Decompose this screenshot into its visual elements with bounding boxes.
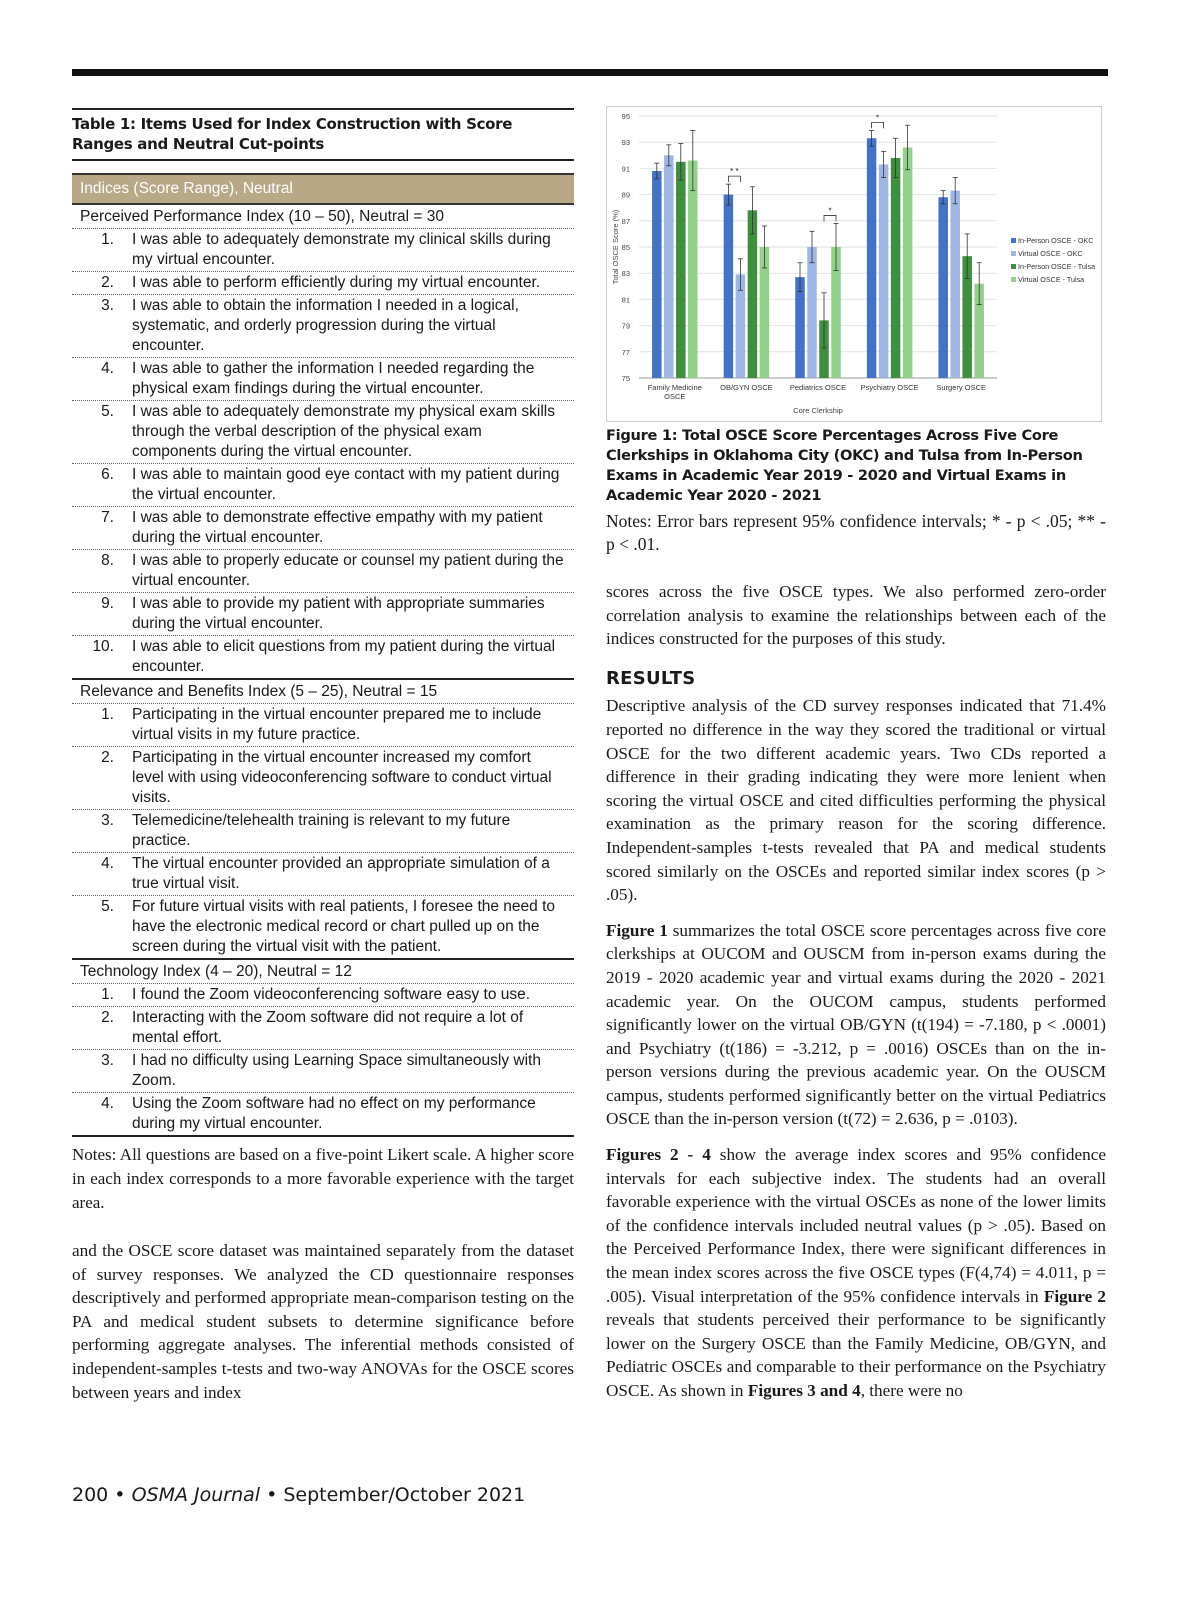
table-row xyxy=(72,295,574,358)
significance-bracket xyxy=(872,122,884,128)
table-notes: Notes: All questions are based on a five-point Likert scale. A higher score in each index corresponds to a more favorable experience with the target area. xyxy=(72,1145,574,1212)
item-number: 1. xyxy=(101,986,114,1003)
item-text: I was able to adequately demonstrate my physical exam skills through the verbal description of the physical exam components during the virtual encounter. xyxy=(132,403,556,460)
bar xyxy=(879,164,889,378)
figure-1-chart xyxy=(606,106,1102,422)
item-text: I was able to maintain good eye contact with my patient during the virtual encounter. xyxy=(132,466,560,503)
item-text: Telemedicine/telehealth training is relevant to my future practice. xyxy=(132,812,511,849)
table-row xyxy=(72,358,574,401)
item-number: 8. xyxy=(101,552,114,569)
item-number: 5. xyxy=(101,898,114,915)
index-title: Relevance and Benefits Index (5 – 25), Neutral = 15 xyxy=(72,680,574,704)
significance-bracket xyxy=(728,176,740,182)
table-row xyxy=(72,464,574,507)
table-body xyxy=(72,205,574,1137)
y-tick-label: 87 xyxy=(621,216,630,226)
item-text: The virtual encounter provided an appropriate simulation of a true virtual visit. xyxy=(132,855,550,892)
table-row xyxy=(72,550,574,593)
item-text: I found the Zoom videoconferencing software easy to use. xyxy=(132,986,531,1003)
item-number: 2. xyxy=(101,1009,114,1026)
significance-marker: * xyxy=(828,206,832,216)
item-number: 4. xyxy=(101,1095,114,1112)
table-row xyxy=(72,229,574,272)
item-text: Using the Zoom software had no effect on my performance during my virtual encounter. xyxy=(132,1095,536,1132)
left-body-text: and the OSCE score dataset was maintained separately from the dataset of survey responses. We analyzed the CD questionnaire responses descriptively and performed appropriate mean-comparison testing on the PA and medical student subsets to determine significance before performing aggregate analyses. The inferential methods consisted of independent-samples t-tests and two-way ANOVAs for the OSCE scores between years and index xyxy=(72,1241,574,1402)
x-axis-label: Core Clerkship xyxy=(793,406,843,415)
paragraph-methods-end: scores across the five OSCE types. We also performed zero-order correlation analysis to examine the relationships between each of the indices constructed for the purposes of this study. xyxy=(606,582,1106,649)
table-row xyxy=(72,1050,574,1093)
table-row xyxy=(72,593,574,636)
left-column xyxy=(72,108,574,1404)
paragraph-results-3-text-c: , there were no xyxy=(860,1381,963,1400)
table-row xyxy=(72,747,574,810)
item-text: I was able to properly educate or counsel my patient during the virtual encounter. xyxy=(132,552,564,589)
figure-2-ref: Figure 2 xyxy=(1043,1286,1106,1306)
x-tick-label: Pediatrics OSCE xyxy=(789,383,847,392)
item-text: I was able to gather the information I needed regarding the physical exam findings during the virtual encounter. xyxy=(132,360,535,397)
page-footer xyxy=(72,1484,525,1506)
bar xyxy=(795,277,805,378)
table-row xyxy=(72,1093,574,1137)
item-number: 7. xyxy=(101,509,114,526)
bar xyxy=(688,161,698,378)
table-row xyxy=(72,984,574,1007)
item-text: I had no difficulty using Learning Space simultaneously with Zoom. xyxy=(132,1052,541,1089)
top-rule xyxy=(72,69,1108,76)
legend-swatch xyxy=(1011,277,1016,282)
legend-swatch xyxy=(1011,264,1016,269)
table-row xyxy=(72,704,574,747)
legend-entry: Virtual OSCE - OKC xyxy=(1018,249,1083,258)
bar xyxy=(748,210,758,378)
paragraph-results-2 xyxy=(606,919,1106,1131)
item-number: 5. xyxy=(101,403,114,420)
table-row xyxy=(72,272,574,295)
item-text: I was able to demonstrate effective empathy with my patient during the virtual encounter. xyxy=(132,509,543,546)
y-tick-label: 75 xyxy=(621,374,630,383)
legend-swatch xyxy=(1011,238,1016,243)
item-number: 10. xyxy=(92,638,114,655)
journal-name: OSMA Journal xyxy=(131,1484,261,1506)
bar xyxy=(807,247,817,378)
item-text: Participating in the virtual encounter increased my comfort level with using videoconferencing software to conduct virtual visits. xyxy=(132,749,552,806)
chart-svg xyxy=(607,107,1100,420)
figure-caption: Figure 1: Total OSCE Score Percentages Across Five Core Clerkships in Oklahoma City (OKC) and Tulsa from In-Person Exams in Academic Year 2019 - 2020 and Virtual Exams in Academic Year 2020 - 2021 xyxy=(606,427,1083,504)
item-number: 4. xyxy=(101,855,114,872)
right-body xyxy=(606,580,1106,1403)
x-tick-label: Surgery OSCE xyxy=(936,383,987,392)
item-number: 3. xyxy=(101,812,114,829)
item-number: 6. xyxy=(101,466,114,483)
y-tick-label: 89 xyxy=(621,190,630,200)
bar xyxy=(891,158,901,378)
table-header: Indices (Score Range), Neutral xyxy=(72,173,574,205)
item-text: I was able to adequately demonstrate my clinical skills during my virtual encounter. xyxy=(132,231,551,268)
bar xyxy=(676,162,686,378)
table-row xyxy=(72,853,574,896)
results-heading: RESULTS xyxy=(606,667,696,689)
bar xyxy=(903,147,913,378)
y-tick-label: 91 xyxy=(621,164,630,174)
bar xyxy=(950,191,960,378)
y-tick-label: 83 xyxy=(621,269,630,279)
item-number: 2. xyxy=(101,274,114,291)
legend-entry: Virtual OSCE - Tulsa xyxy=(1018,275,1085,284)
index-title: Perceived Performance Index (10 – 50), Neutral = 30 xyxy=(72,205,574,229)
table-row xyxy=(72,401,574,464)
page-number: 200 xyxy=(72,1484,109,1506)
item-text: For future virtual visits with real patients, I foresee the need to have the electronic medical record or chart pulled up on the screen during the virtual visit with the patient. xyxy=(132,898,556,955)
item-number: 3. xyxy=(101,297,114,314)
y-tick-label: 81 xyxy=(621,295,630,305)
paragraph-results-2-text: summarizes the total OSCE score percentages across five core clerkships at OUCOM and OUSCM from in-person exams during the 2019 - 2020 academic year and virtual exams during the 2020 - 2021 academic year. On the OUCOM campus, students performed significantly lower on the virtual OB/GYN (t(194) = -7.180, p < .0001) and Psychiatry (t(186) = -3.212, p = .0016) OSCEs than on the in-person versions during the previous academic year. On the OUSCM campus, students performed significantly better on the virtual Pediatrics OSCE than the in-person version (t(72) = 2.636, p = .0103). xyxy=(606,920,1107,1129)
issue-date: September/October 2021 xyxy=(283,1484,526,1506)
footer-separator: • xyxy=(260,1484,284,1506)
y-axis-label: Total OSCE Score (%) xyxy=(611,209,620,285)
y-tick-label: 79 xyxy=(621,321,630,331)
y-tick-label: 95 xyxy=(621,112,630,121)
paragraph-results-3-text-b: reveals that students perceived their performance to be significantly lower on the Surgery OSCE than the Family Medicine, OB/GYN, and Pediatric OSCEs and comparable to their performance on the Psychiatry OSCE. As shown in xyxy=(606,1310,1106,1400)
table-row xyxy=(72,810,574,853)
figures-2-4-ref: Figures 2 - 4 xyxy=(606,1145,711,1165)
item-number: 3. xyxy=(101,1052,114,1069)
legend-entry: In-Person OSCE - Tulsa xyxy=(1018,262,1096,271)
item-text: I was able to obtain the information I needed in a logical, systematic, and orderly progression during the virtual encounter. xyxy=(132,297,519,354)
y-tick-label: 93 xyxy=(621,138,630,148)
y-tick-label: 85 xyxy=(621,243,630,252)
item-text: Participating in the virtual encounter prepared me to include virtual visits in my future practice. xyxy=(132,706,542,743)
legend-swatch xyxy=(1011,251,1016,256)
bar xyxy=(867,138,877,378)
item-number: 2. xyxy=(101,749,114,766)
item-number: 4. xyxy=(101,360,114,377)
item-number: 1. xyxy=(101,706,114,723)
bar xyxy=(664,155,674,378)
bar xyxy=(724,195,734,378)
table-row xyxy=(72,507,574,550)
bar xyxy=(938,197,948,378)
legend-entry: In-Person OSCE - OKC xyxy=(1018,236,1094,245)
table-row xyxy=(72,896,574,960)
item-text: I was able to provide my patient with appropriate summaries during the virtual encounter. xyxy=(132,595,545,632)
item-number: 1. xyxy=(101,231,114,248)
x-tick-label: Family Medicine xyxy=(647,383,702,392)
bar xyxy=(652,171,662,378)
item-text: Interacting with the Zoom software did not require a lot of mental effort. xyxy=(132,1009,524,1046)
table-caption: Table 1: Items Used for Index Construction with Score Ranges and Neutral Cut-points xyxy=(72,108,574,161)
paragraph-results-3-text-a: show the average index scores and 95% confidence intervals for each subjective index. The students had an overall favorable experience with the virtual OSCEs as none of the lower limits of the confidence intervals included neutral values (p > .05). Based on the Perceived Performance Index, there were significant differences in the mean index scores across the five OSCE types (F(4,74) = 4.011, p = .005). Visual interpretation of the 95% confidence intervals in xyxy=(606,1145,1106,1306)
table-row xyxy=(72,1007,574,1050)
paragraph-results-1: Descriptive analysis of the CD survey responses indicated that 71.4% reported no difference in the way they scored the traditional or virtual OSCE for the two different academic years. Two CDs reported a difference in their grading indicating they were more lenient when scoring the virtual OSCE and cited difficulties performing the physical examination as the primary reason for the scoring difference. Independent-samples t-tests revealed that PA and medical students scored similarly on the OSCEs and reported similar index scores (p > .05). xyxy=(606,696,1106,905)
x-tick-label: OB/GYN OSCE xyxy=(720,383,773,392)
index-title: Technology Index (4 – 20), Neutral = 12 xyxy=(72,960,574,984)
x-tick-label: Psychiatry OSCE xyxy=(860,383,919,392)
item-text: I was able to perform efficiently during my virtual encounter. xyxy=(132,274,541,291)
significance-marker: * * xyxy=(730,167,739,177)
footer-separator: • xyxy=(108,1484,132,1506)
figures-3-4-ref: Figures 3 and 4 xyxy=(747,1381,861,1400)
table-row xyxy=(72,636,574,680)
x-tick-label: OSCE xyxy=(664,392,686,401)
item-text: I was able to elicit questions from my patient during the virtual encounter. xyxy=(132,638,556,675)
figure-notes: Notes: Error bars represent 95% confidence intervals; * - p < .05; ** - p < .01. xyxy=(606,511,1106,554)
right-column xyxy=(606,106,1106,1403)
paragraph-results-3 xyxy=(606,1143,1106,1403)
y-tick-label: 77 xyxy=(621,347,630,357)
significance-marker: * xyxy=(876,113,880,123)
figure-1-ref: Figure 1 xyxy=(606,920,668,940)
item-number: 9. xyxy=(101,595,114,612)
